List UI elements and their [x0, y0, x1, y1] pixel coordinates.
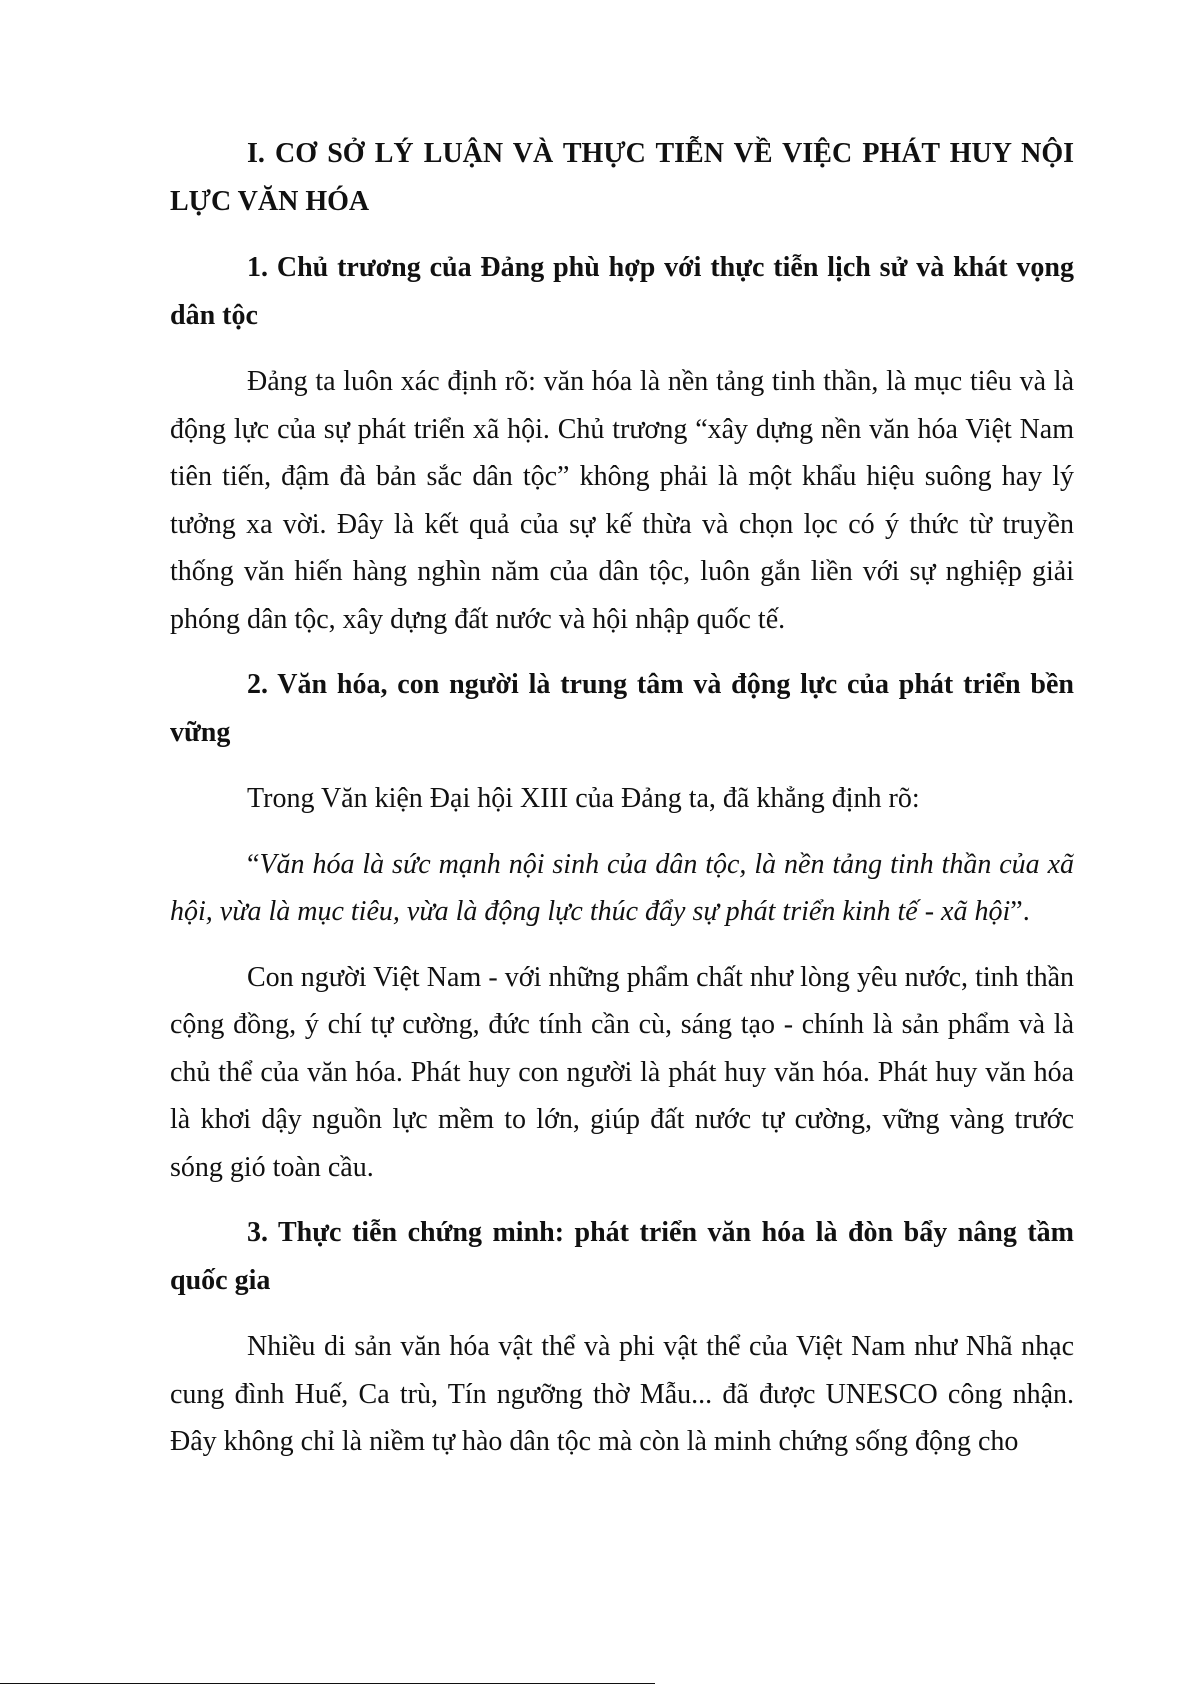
section-2-intro: Trong Văn kiện Đại hội XIII của Đảng ta, đã khẳng định rõ:	[247, 783, 920, 814]
section-2-title: 2. Văn hóa, con người là trung tâm và động lực của phát triển bền vững	[170, 669, 1074, 748]
footnote-separator-line	[0, 1683, 655, 1684]
section-3-title: 3. Thực tiễn chứng minh: phát triển văn hóa là đòn bẩy nâng tầm quốc gia	[170, 1217, 1074, 1296]
section-1-title: 1. Chủ trương của Đảng phù hợp với thực tiễn lịch sử và khát vọng dân tộc	[170, 252, 1074, 331]
section-1-paragraph: Đảng ta luôn xác định rõ: văn hóa là nền tảng tinh thần, là mục tiêu và là động lực của sự phát triển xã hội. Chủ trương “xây dựng nền văn hóa Việt Nam tiên tiến, đậm đà bản sắc dân tộc” không phải là một khẩu hiệu suông hay lý tưởng xa vời. Đây là kết quả của sự kế thừa và chọn lọc có ý thức từ truyền thống văn hiến hàng nghìn năm của dân tộc, luôn gắn liền với sự nghiệp giải phóng dân tộc, xây dựng đất nước và hội nhập quốc tế.	[170, 366, 1074, 635]
section-2-paragraph: Con người Việt Nam - với những phẩm chất như lòng yêu nước, tinh thần cộng đồng, ý chí tự cường, đức tính cần cù, sáng tạo - chính là sản phẩm và là chủ thể của văn hóa. Phát huy con người là phát huy văn hóa. Phát huy văn hóa là khơi dậy nguồn lực mềm to lớn, giúp đất nước tự cường, vững vàng trước sóng gió toàn cầu.	[170, 961, 1074, 1183]
document-body	[170, 130, 1074, 1484]
section-2-quote	[170, 841, 1074, 936]
main-heading: I. CƠ SỞ LÝ LUẬN VÀ THỰC TIỄN VỀ VIỆC PHÁT HUY NỘI LỰC VĂN HÓA	[170, 138, 1074, 217]
quote-close-mark: ”.	[1010, 896, 1030, 927]
quote-text: Văn hóa là sức mạnh nội sinh của dân tộc, là nền tảng tinh thần của xã hội, vừa là mục tiêu, vừa là động lực thúc đẩy sự phát triển kinh tế - xã hội	[170, 848, 1074, 927]
quote-open-mark: “	[247, 848, 260, 880]
section-3-paragraph: Nhiều di sản văn hóa vật thể và phi vật thể của Việt Nam như Nhã nhạc cung đình Huế, Ca trù, Tín ngưỡng thờ Mẫu... đã được UNESCO công nhận. Đây không chỉ là niềm tự hào dân tộc mà còn là minh chứng sống động cho	[170, 1331, 1074, 1457]
